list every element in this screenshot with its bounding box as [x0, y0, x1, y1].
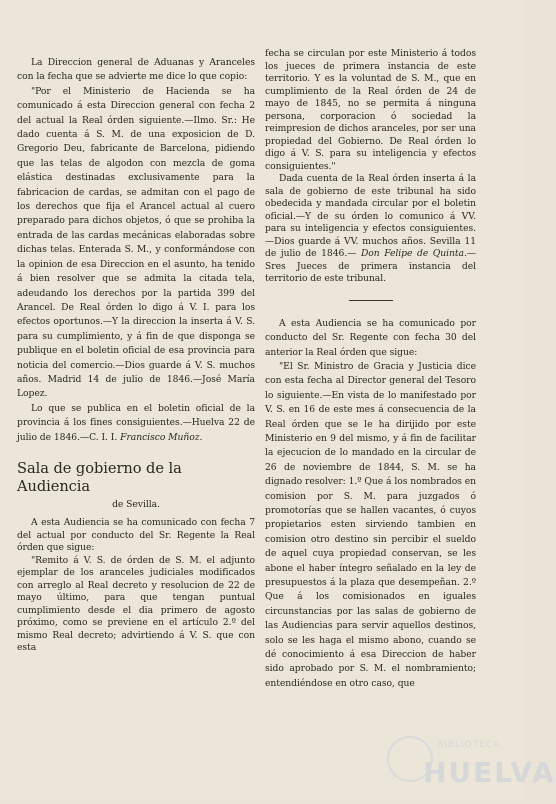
watermark-main-text: HUELVA	[423, 756, 556, 789]
signatory-name: Don Felipe de Quinta.	[360, 248, 467, 259]
watermark-top-text: BIBLIOTECA	[437, 740, 501, 750]
left-column	[17, 0, 255, 655]
royal-order-quote: "Por el Ministerio de Hacienda se ha comunicado á esta Direccion general con fecha 2 del actual la Real órden siguiente.—Ilmo. Sr.: He dado cuenta á S. M. de una exposicion de D. Gregorio Deu, fabricante de Barcelona, pidiendo que las telas de algodon con mezcla de goma elástica destinadas exclusivamente para la fabricacion de cardas, se admitan con el pago de los derechos que fija el Arancel actual al cuero preparado para dichos objetos, ó que se prohiba la entrada de las cardas mecánicas elaboradas sobre dichas telas. Enterada S. M., y conformándose con la opinion de esa Direccion en el asunto, ha tenido á bien resolver que se admita la citada tela, adeudando los derechos por la partida 399 del Arancel. De Real órden lo digo á V. I. para los efectos oportunos.—Y la direccion la inserta á V. S. para su cumplimiento, y á fin de que disponga se publique en el boletin oficial de esa provincia para noticia del comercio.—Dios guarde á V. S. muchos años. Madrid 14 de julio de 1846.—José María Lopez.	[17, 85, 255, 400]
second-audiencia-intro: A esta Audiencia se ha comunicado por conducto del Sr. Regente con fecha 30 del anterior la Real órden que sigue:	[265, 317, 476, 358]
continuation-paragraph: fecha se circulan por este Ministerio á todos los jueces de primera instancia de este territorio. Y es la voluntad de S. M., que en cumplimiento de la Real órden de 24 de mayo de 1845, no se permita á ninguna persona, corporacion ó sociedad la reimpresion de dichos aranceles, por ser una propiedad del Gobierno. De Real órden lo digo á V. S. para su inteligencia y efectos consiguientes."	[265, 48, 476, 172]
section-subtitle: de Sevilla.	[112, 498, 160, 510]
library-watermark	[377, 734, 556, 804]
circular-notice	[265, 173, 476, 286]
publication-note-text: Lo que se publica en el boletin oficial de la provincia á los fines consiguientes.—Huelva 22 de julio de 1846.—C. I. I.	[17, 402, 255, 443]
section-divider	[349, 300, 393, 301]
circular-notice-text: Dada cuenta de la Real órden inserta á la sala de gobierno de este tribunal ha sido obedecida y mandada circular por el boletin oficial.—Y de su órden lo comunico á VV. para su inteligencia y efectos consiguientes.—Dios guarde á VV. muchos años. Sevilla 11 de julio de 1846.—	[265, 173, 476, 259]
ministry-quote: "El Sr. Ministro de Gracia y Justicia dice con esta fecha al Director general del Tesoro lo siguiente.—En vista de lo manifestado por V. S. en 16 de este mes á consecuencia de la Real órden que se le ha dirijido por este Ministerio en 9 del mismo, y á fin de facilitar la ejecucion de lo mandado en la circular de 26 de noviembre de 1844, S. M. se ha dignado resolver: 1.º Que á los nombrados en comision por S. M. para juzgados ó promotorías que se hallen vacantes, ó cuyos propietarios esten sirviendo tambien en comision otro destino sin percibir el sueldo de aquel cuya propiedad conservan, se les abone el haber íntegro señalado en la ley de presupuestos á la plaza que desempeñan. 2.º Que á los comisionados en iguales circunstancias por las salas de gobierno de las Audiencias para servir aquellos destinos, solo se les haga el mismo abono, cuando se dé conocimiento á esa Direccion de haber sido aprobado por S. M. el nombramiento; entendiéndose en otro caso, que	[265, 360, 476, 689]
circular-notice-tail: —Sres Jueces de primera instancia del territorio de este tribunal.	[265, 248, 476, 284]
audiencia-intro: A esta Audiencia se ha comunicado con fecha 7 del actual por conducto del Sr. Regente la Real órden que sigue:	[17, 517, 255, 554]
publication-note	[17, 402, 255, 445]
intro-paragraph: La Direccion general de Aduanas y Aranceles con la fecha que se advierte me dice lo que copio:	[17, 57, 255, 83]
seal-icon	[387, 736, 433, 782]
section-title: Sala de gobierno de la Audiencia	[17, 459, 182, 495]
remit-quote: "Remito á V. S. de órden de S. M. el adjunto ejemplar de los aranceles judiciales modificados con arreglo al Real decreto y resolucion de 22 de mayo último, para que tengan puntual cumplimiento desde el dia primero de agosto próximo, como se previene en el artículo 2.º del mismo Real decreto; advirtiendo á V. S. que con esta	[17, 554, 255, 654]
right-column	[265, 0, 476, 691]
signature-name: Francisco Muñoz.	[120, 431, 203, 443]
